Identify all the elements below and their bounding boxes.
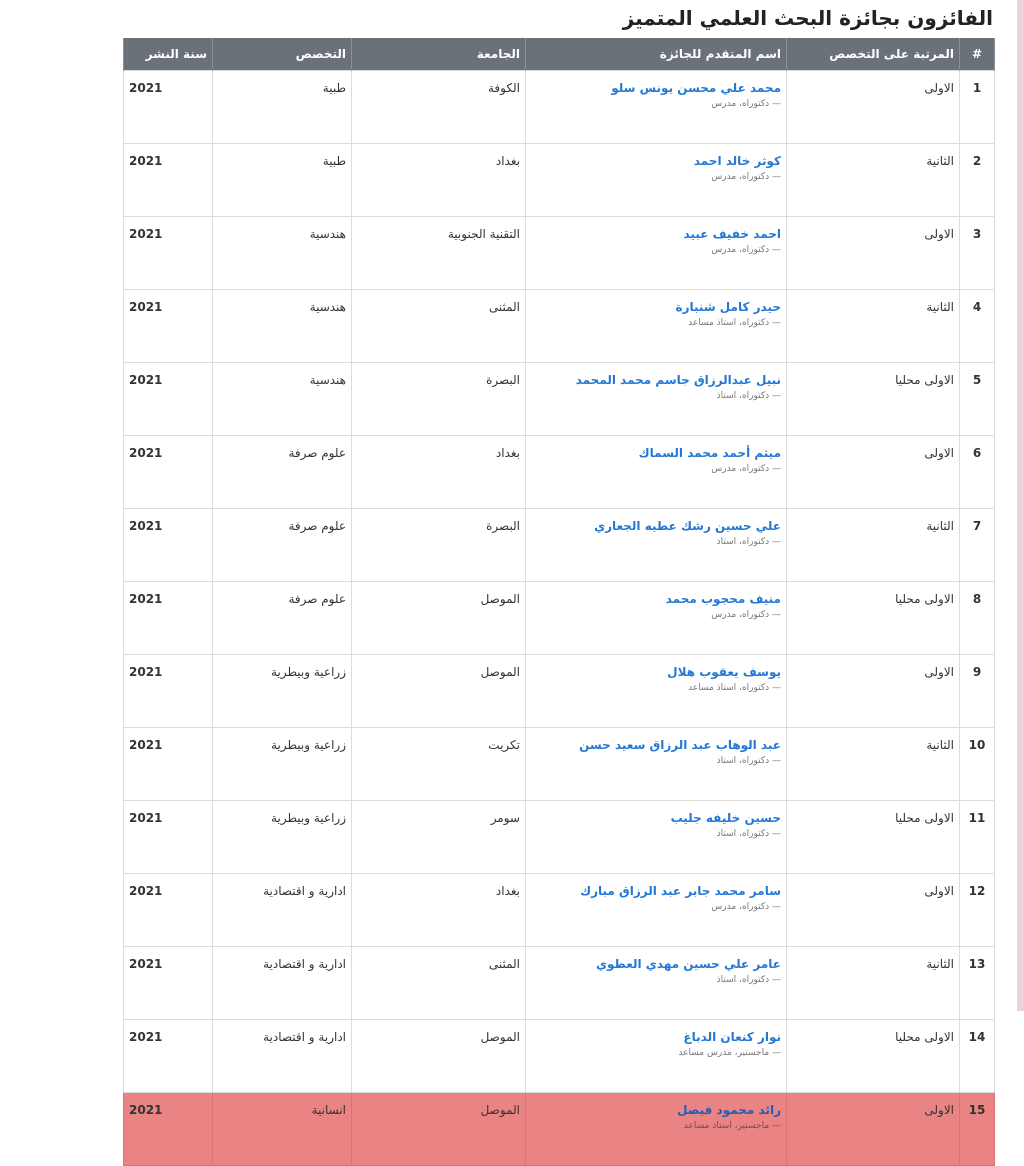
row-year: 2021 bbox=[124, 655, 213, 728]
row-specialty: هندسية bbox=[213, 363, 352, 436]
row-rank: الثانية bbox=[787, 509, 960, 582]
column-header-specialty[interactable]: التخصص bbox=[213, 38, 352, 71]
row-number: 2 bbox=[960, 144, 995, 217]
table-row bbox=[124, 217, 995, 290]
applicant-degree: — دكتوراه، استاذ bbox=[716, 975, 781, 985]
table-row bbox=[124, 801, 995, 874]
row-applicant bbox=[526, 947, 787, 1020]
applicant-name-link[interactable]: عبد الوهاب عبد الرزاق سعيد حسن bbox=[579, 738, 781, 752]
row-applicant bbox=[526, 363, 787, 436]
table-row bbox=[124, 290, 995, 363]
row-specialty: انسانية bbox=[213, 1093, 352, 1166]
row-year: 2021 bbox=[124, 290, 213, 363]
page-edge-strip bbox=[1017, 0, 1024, 1011]
row-rank: الاولى محليا bbox=[787, 582, 960, 655]
row-specialty: ادارية و اقتصادية bbox=[213, 1020, 352, 1093]
table-row bbox=[124, 874, 995, 947]
row-university: البصرة bbox=[352, 509, 526, 582]
row-university: الموصل bbox=[352, 1020, 526, 1093]
row-university: تكريت bbox=[352, 728, 526, 801]
row-applicant bbox=[526, 728, 787, 801]
applicant-degree: — دكتوراه، مدرس bbox=[711, 245, 781, 255]
applicant-name-link[interactable]: محمد علي محسن يونس سلو bbox=[611, 81, 781, 95]
row-specialty: زراعية وبيطرية bbox=[213, 655, 352, 728]
applicant-name-link[interactable]: سامر محمد جابر عبد الرزاق مبارك bbox=[580, 884, 781, 898]
table-row bbox=[124, 1093, 995, 1166]
row-year: 2021 bbox=[124, 947, 213, 1020]
row-rank: الاولى محليا bbox=[787, 363, 960, 436]
applicant-degree: — دكتوراه، مدرس bbox=[711, 99, 781, 109]
row-year: 2021 bbox=[124, 144, 213, 217]
applicant-name-link[interactable]: عامر علي حسين مهدي العطوي bbox=[596, 957, 781, 971]
row-year: 2021 bbox=[124, 71, 213, 144]
row-year: 2021 bbox=[124, 582, 213, 655]
row-rank: الاولى محليا bbox=[787, 1020, 960, 1093]
row-specialty: طبية bbox=[213, 144, 352, 217]
row-rank: الثانية bbox=[787, 728, 960, 801]
row-year: 2021 bbox=[124, 1093, 213, 1166]
row-number: 6 bbox=[960, 436, 995, 509]
row-number: 14 bbox=[960, 1020, 995, 1093]
row-specialty: ادارية و اقتصادية bbox=[213, 947, 352, 1020]
row-applicant bbox=[526, 1093, 787, 1166]
row-university: بغداد bbox=[352, 436, 526, 509]
row-specialty: علوم صرفة bbox=[213, 436, 352, 509]
applicant-degree: — دكتوراه، مدرس bbox=[711, 172, 781, 182]
row-year: 2021 bbox=[124, 874, 213, 947]
applicant-degree: — دكتوراه، استاذ مساعد bbox=[688, 683, 781, 693]
table-header-row bbox=[124, 38, 995, 71]
row-specialty: هندسية bbox=[213, 217, 352, 290]
table-row bbox=[124, 947, 995, 1020]
row-university: التقنية الجنوبية bbox=[352, 217, 526, 290]
applicant-name-link[interactable]: علي حسين رشك عطيه الجعاري bbox=[594, 519, 781, 533]
applicant-degree: — دكتوراه، مدرس bbox=[711, 464, 781, 474]
row-number: 4 bbox=[960, 290, 995, 363]
applicant-degree: — دكتوراه، استاذ bbox=[716, 391, 781, 401]
row-rank: الثانية bbox=[787, 144, 960, 217]
row-rank: الاولى bbox=[787, 1093, 960, 1166]
table-row bbox=[124, 1020, 995, 1093]
row-applicant bbox=[526, 874, 787, 947]
row-university: الموصل bbox=[352, 582, 526, 655]
applicant-degree: — ماجستير، مدرس مساعد bbox=[678, 1048, 781, 1058]
row-specialty: هندسية bbox=[213, 290, 352, 363]
row-year: 2021 bbox=[124, 509, 213, 582]
row-applicant bbox=[526, 801, 787, 874]
table-row bbox=[124, 728, 995, 801]
winners-table bbox=[123, 38, 995, 1166]
row-number: 8 bbox=[960, 582, 995, 655]
row-number: 9 bbox=[960, 655, 995, 728]
row-year: 2021 bbox=[124, 217, 213, 290]
applicant-degree: — دكتوراه، استاذ مساعد bbox=[688, 318, 781, 328]
row-university: المثنى bbox=[352, 290, 526, 363]
applicant-name-link[interactable]: حيدر كامل شنبارة bbox=[675, 300, 781, 314]
column-header-university[interactable]: الجامعة bbox=[352, 38, 526, 71]
row-applicant bbox=[526, 71, 787, 144]
applicant-degree: — دكتوراه، مدرس bbox=[711, 610, 781, 620]
applicant-name-link[interactable]: يوسف يعقوب هلال bbox=[667, 665, 781, 679]
row-applicant bbox=[526, 655, 787, 728]
row-applicant bbox=[526, 509, 787, 582]
applicant-name-link[interactable]: احمد خفيف عبيد bbox=[683, 227, 781, 241]
row-applicant bbox=[526, 1020, 787, 1093]
row-university: الموصل bbox=[352, 655, 526, 728]
row-specialty: علوم صرفة bbox=[213, 582, 352, 655]
row-rank: الاولى bbox=[787, 71, 960, 144]
row-university: المثنى bbox=[352, 947, 526, 1020]
row-rank: الاولى bbox=[787, 874, 960, 947]
row-year: 2021 bbox=[124, 801, 213, 874]
applicant-degree: — دكتوراه، مدرس bbox=[711, 902, 781, 912]
row-number: 3 bbox=[960, 217, 995, 290]
applicant-degree: — دكتوراه، استاذ bbox=[716, 537, 781, 547]
row-number: 7 bbox=[960, 509, 995, 582]
row-rank: الاولى bbox=[787, 436, 960, 509]
applicant-name-link[interactable]: نوار كنعان الدباغ bbox=[683, 1030, 781, 1044]
row-applicant bbox=[526, 436, 787, 509]
row-applicant bbox=[526, 290, 787, 363]
winners-table-container bbox=[123, 38, 994, 1166]
row-rank: الاولى bbox=[787, 655, 960, 728]
row-rank: الثانية bbox=[787, 290, 960, 363]
row-specialty: علوم صرفة bbox=[213, 509, 352, 582]
row-year: 2021 bbox=[124, 1020, 213, 1093]
row-number: 5 bbox=[960, 363, 995, 436]
table-row bbox=[124, 363, 995, 436]
table-row bbox=[124, 509, 995, 582]
row-number: 1 bbox=[960, 71, 995, 144]
row-number: 11 bbox=[960, 801, 995, 874]
row-university: الموصل bbox=[352, 1093, 526, 1166]
row-specialty: طبية bbox=[213, 71, 352, 144]
row-year: 2021 bbox=[124, 363, 213, 436]
row-year: 2021 bbox=[124, 728, 213, 801]
row-university: بغداد bbox=[352, 144, 526, 217]
applicant-degree: — دكتوراه، استاذ bbox=[716, 756, 781, 766]
row-university: سومر bbox=[352, 801, 526, 874]
applicant-degree: — ماجستير، استاذ مساعد bbox=[683, 1121, 781, 1131]
row-number: 12 bbox=[960, 874, 995, 947]
applicant-name-link[interactable]: نبيل عبدالرزاق جاسم محمد المحمد bbox=[575, 373, 781, 387]
row-specialty: ادارية و اقتصادية bbox=[213, 874, 352, 947]
table-row bbox=[124, 582, 995, 655]
row-number: 10 bbox=[960, 728, 995, 801]
row-applicant bbox=[526, 582, 787, 655]
applicant-name-link[interactable]: رائد محمود فيصل bbox=[677, 1103, 781, 1117]
applicant-name-link[interactable]: منيف محجوب محمد bbox=[665, 592, 781, 606]
applicant-name-link[interactable]: كوثر خالد احمد bbox=[693, 154, 781, 168]
column-header-applicant[interactable]: اسم المتقدم للجائزة bbox=[526, 38, 787, 71]
column-header-number[interactable]: # bbox=[960, 38, 995, 71]
row-university: البصرة bbox=[352, 363, 526, 436]
row-applicant bbox=[526, 144, 787, 217]
row-specialty: زراعية وبيطرية bbox=[213, 728, 352, 801]
row-number: 15 bbox=[960, 1093, 995, 1166]
row-rank: الاولى محليا bbox=[787, 801, 960, 874]
row-year: 2021 bbox=[124, 436, 213, 509]
table-row bbox=[124, 71, 995, 144]
row-number: 13 bbox=[960, 947, 995, 1020]
row-university: الكوفة bbox=[352, 71, 526, 144]
row-specialty: زراعية وبيطرية bbox=[213, 801, 352, 874]
column-header-rank[interactable]: المرتبة على التخصص bbox=[787, 38, 960, 71]
applicant-name-link[interactable]: حسين خليفه جليب bbox=[670, 811, 781, 825]
applicant-degree: — دكتوراه، استاذ bbox=[716, 829, 781, 839]
page-title: الفائزون بجائزة البحث العلمي المتميز bbox=[622, 6, 993, 30]
row-rank: الثانية bbox=[787, 947, 960, 1020]
row-rank: الاولى bbox=[787, 217, 960, 290]
table-row bbox=[124, 436, 995, 509]
row-applicant bbox=[526, 217, 787, 290]
column-header-year[interactable]: سنة النشر bbox=[124, 38, 213, 71]
row-university: بغداد bbox=[352, 874, 526, 947]
table-row bbox=[124, 655, 995, 728]
table-row bbox=[124, 144, 995, 217]
applicant-name-link[interactable]: ميثم أحمد محمد السماك bbox=[638, 446, 781, 460]
